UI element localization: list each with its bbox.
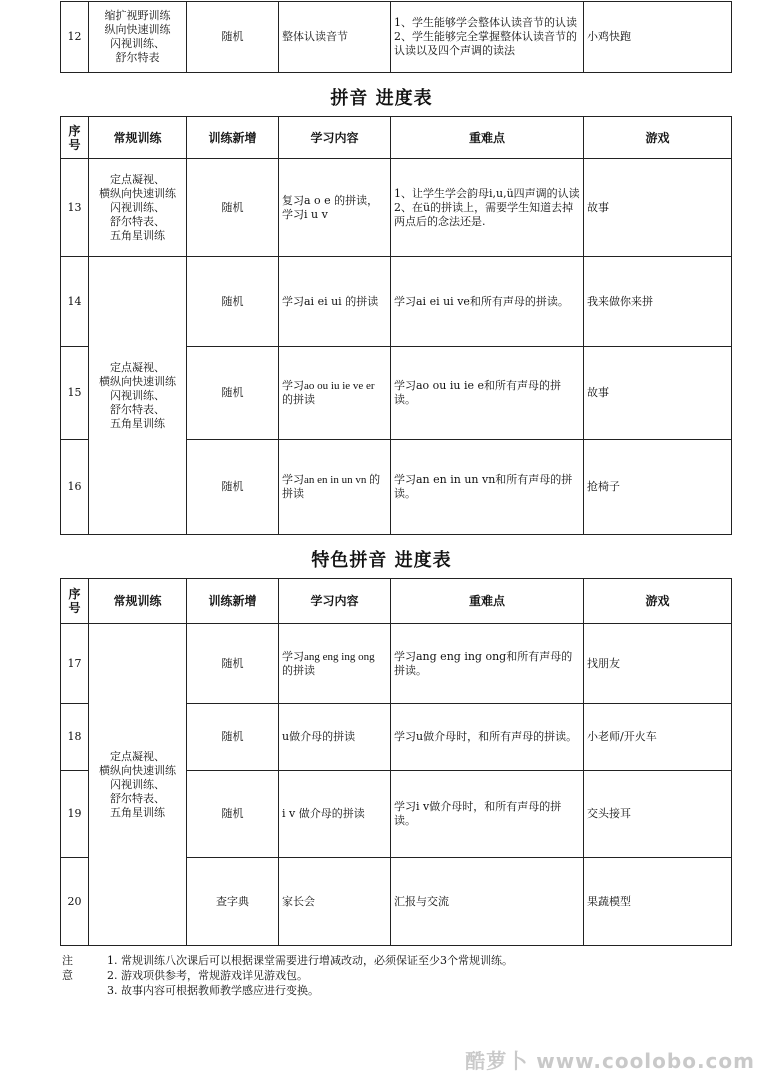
- section-title-pinyin: 拼音 进度表: [330, 88, 433, 109]
- game: 我来做你来拼: [584, 257, 732, 347]
- learning-content: u做介母的拼读: [279, 704, 391, 771]
- section-title-special-pinyin: 特色拼音 进度表: [311, 550, 452, 571]
- learning-content: 整体认读音节: [279, 2, 391, 73]
- table-row: [61, 2, 732, 73]
- routine-training: 定点凝视、 横纵向快速训练 闪视训练、 舒尔特表、 五角星训练: [89, 159, 187, 257]
- row-number: 16: [61, 440, 89, 535]
- schedule-table-top: [60, 1, 732, 73]
- header-number: 序号: [61, 117, 89, 159]
- new-training: 随机: [187, 440, 279, 535]
- game: 抢椅子: [584, 440, 732, 535]
- game: 找朋友: [584, 624, 732, 704]
- header-number: 序号: [61, 579, 89, 624]
- learning-content: 复习a o e 的拼读，学习i u v: [279, 159, 391, 257]
- header-content: 学习内容: [279, 579, 391, 624]
- game: 小鸡快跑: [584, 2, 732, 73]
- key-points: 汇报与交流: [391, 858, 584, 946]
- header-row: [61, 117, 732, 159]
- table-row: [61, 624, 732, 704]
- note-line: 2. 游戏项供参考，常规游戏详见游戏包。: [107, 969, 308, 982]
- key-points: 学习an en in un vn和所有声母的拼读。: [391, 440, 584, 535]
- row-number: 18: [61, 704, 89, 771]
- header-game: 游戏: [584, 579, 732, 624]
- schedule-table-special-pinyin: [60, 578, 732, 946]
- learning-content: 学习ao ou iu ie ve er 的拼读: [279, 347, 391, 440]
- routine-training-merged: 定点凝视、 横纵向快速训练 闪视训练、 舒尔特表、 五角星训练: [89, 257, 187, 535]
- learning-content: 学习ang eng ing ong 的拼读: [279, 624, 391, 704]
- game: 故事: [584, 347, 732, 440]
- learning-content: 学习an en in un vn 的拼读: [279, 440, 391, 535]
- table-row: [61, 159, 732, 257]
- game: 果蔬模型: [584, 858, 732, 946]
- learning-content: 家长会: [279, 858, 391, 946]
- header-new: 训练新增: [187, 117, 279, 159]
- row-number: 14: [61, 257, 89, 347]
- row-number: 20: [61, 858, 89, 946]
- row-number: 13: [61, 159, 89, 257]
- new-training: 随机: [187, 257, 279, 347]
- header-row: [61, 579, 732, 624]
- routine-training-merged: 定点凝视、 横纵向快速训练 闪视训练、 舒尔特表、 五角星训练: [89, 624, 187, 946]
- header-key: 重难点: [391, 117, 584, 159]
- table-row: [61, 257, 732, 347]
- key-points: 学习ang eng ing ong和所有声母的拼读。: [391, 624, 584, 704]
- row-number: 15: [61, 347, 89, 440]
- watermark: 酷萝卜 www.coolobo.com: [465, 1049, 755, 1073]
- game: 故事: [584, 159, 732, 257]
- key-points: 学习ai ei ui ve和所有声母的拼读。: [391, 257, 584, 347]
- notes-label: 注意: [62, 954, 73, 982]
- row-number: 17: [61, 624, 89, 704]
- new-training: 随机: [187, 2, 279, 73]
- header-key: 重难点: [391, 579, 584, 624]
- key-points: 1、学生能够学会整体认读音节的认读 2、学生能够完全掌握整体认读音节的认读以及四个声调的读法: [391, 2, 584, 73]
- new-training: 随机: [187, 771, 279, 858]
- key-points: 1、让学生学会韵母i,u,ü四声调的认读 2、在ü的拼读上，需要学生知道去掉两点后的念法还是.: [391, 159, 584, 257]
- new-training: 查字典: [187, 858, 279, 946]
- schedule-table-pinyin: [60, 116, 732, 535]
- row-number: 19: [61, 771, 89, 858]
- key-points: 学习ao ou iu ie e和所有声母的拼读。: [391, 347, 584, 440]
- note-line: 3. 故事内容可根据教师教学感应进行变换。: [107, 984, 319, 997]
- learning-content: i v 做介母的拼读: [279, 771, 391, 858]
- header-routine: 常规训练: [89, 579, 187, 624]
- new-training: 随机: [187, 159, 279, 257]
- header-content: 学习内容: [279, 117, 391, 159]
- note-line: 1. 常规训练八次课后可以根据课堂需要进行增减改动，必须保证至少3个常规训练。: [107, 954, 513, 967]
- game: 小老师/开火车: [584, 704, 732, 771]
- header-routine: 常规训练: [89, 117, 187, 159]
- header-new: 训练新增: [187, 579, 279, 624]
- key-points: 学习u做介母时，和所有声母的拼读。: [391, 704, 584, 771]
- header-game: 游戏: [584, 117, 732, 159]
- key-points: 学习i v做介母时，和所有声母的拼读。: [391, 771, 584, 858]
- new-training: 随机: [187, 624, 279, 704]
- row-number: 12: [61, 2, 89, 73]
- new-training: 随机: [187, 347, 279, 440]
- game: 交头接耳: [584, 771, 732, 858]
- new-training: 随机: [187, 704, 279, 771]
- learning-content: 学习ai ei ui 的拼读: [279, 257, 391, 347]
- routine-training: 缩扩视野训练 纵向快速训练 闪视训练、 舒尔特表: [89, 2, 187, 73]
